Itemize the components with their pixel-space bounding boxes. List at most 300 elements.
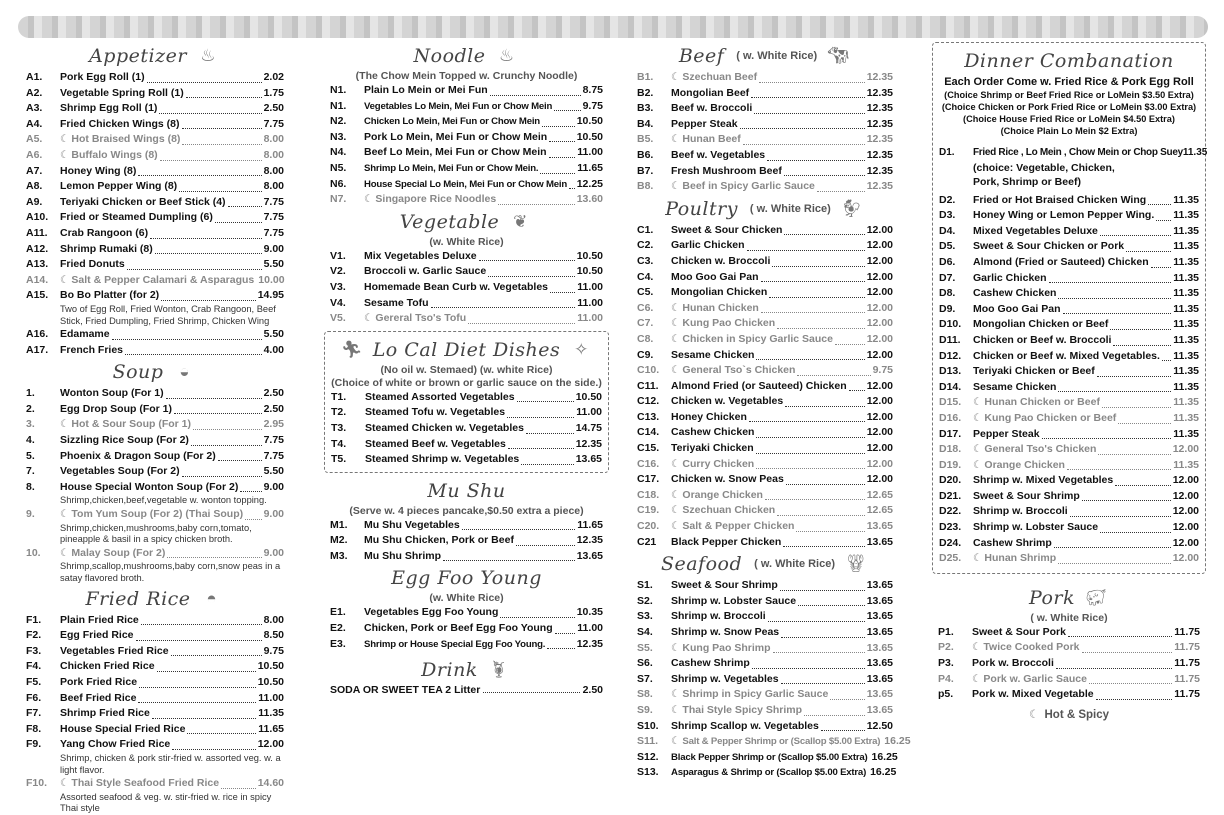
item-price: 11.35	[1173, 365, 1199, 378]
menu-item	[330, 145, 603, 161]
item-code: A9.	[26, 195, 43, 208]
pig-icon: 🐖︎	[1085, 587, 1107, 607]
item-code: C20.	[637, 520, 660, 533]
dot-leader	[187, 733, 256, 734]
item-name: Sesame Chicken	[973, 380, 1057, 393]
chili-pepper-icon: ☾	[60, 546, 70, 559]
item-price: 8.00	[263, 133, 284, 146]
item-price: 12.00	[866, 239, 893, 252]
item-name: Mongolian Beef	[671, 86, 750, 99]
menu-item	[26, 644, 284, 660]
item-name: Chicken Lo Mein, Mei Fun or Chow Mein	[364, 116, 540, 128]
item-code: p5.	[938, 688, 954, 701]
item-code: T5.	[331, 453, 347, 466]
item-price: 12.00	[866, 473, 893, 486]
menu-item	[26, 613, 284, 629]
item-code: S10.	[637, 719, 659, 732]
dot-leader	[166, 398, 262, 399]
item-code: B7.	[637, 164, 654, 177]
dot-leader	[773, 652, 865, 653]
dot-leader	[1102, 407, 1171, 408]
item-price: 11.35	[1173, 349, 1199, 362]
item-code: D18.	[939, 443, 962, 456]
item-name: Malay Soup (For 2)	[71, 546, 166, 559]
item-code: F4.	[26, 660, 42, 673]
item-code: F7.	[26, 707, 42, 720]
section-title: Lo Cal Diet Dishes	[372, 338, 561, 361]
item-name: Pork Lo Mein, Mei Fun or Chow Mein	[364, 130, 548, 143]
section-header-mushu	[330, 477, 603, 505]
menu-item	[26, 148, 284, 164]
item-code: D5.	[939, 240, 956, 253]
item-price: 11.00	[577, 296, 603, 309]
dot-leader	[777, 328, 865, 329]
menu-item	[939, 193, 1199, 209]
item-code: B5.	[637, 133, 654, 146]
item-code: S4.	[637, 626, 653, 638]
dot-leader	[1126, 251, 1171, 252]
dot-leader	[161, 300, 256, 301]
menu-item	[637, 285, 893, 301]
item-code: B3.	[637, 102, 654, 115]
item-name: Honey Wing (8)	[60, 164, 137, 177]
chili-pepper-icon: ☾	[671, 641, 681, 654]
item-name: Vegetables Lo Mein, Mei Fun or Chow Mein	[364, 100, 553, 112]
item-price: 2.50	[263, 387, 284, 400]
item-price: 11.35	[1173, 209, 1199, 222]
item-code: A10.	[26, 211, 49, 224]
item-code: S8.	[637, 688, 653, 701]
menu-item	[26, 546, 284, 562]
dot-leader	[756, 437, 864, 438]
item-code: A12.	[26, 242, 49, 255]
menu-item	[637, 609, 893, 625]
section-header-vegetable	[330, 208, 603, 236]
menu-item	[26, 132, 284, 148]
menu-item	[330, 533, 603, 549]
item-price: 11.35	[1173, 271, 1199, 284]
item-name: Shrimp Fried Rice	[60, 707, 150, 720]
dot-leader	[1118, 423, 1171, 424]
dot-leader	[780, 590, 865, 591]
item-price: 11.35	[1173, 427, 1199, 440]
item-price: 4.00	[263, 343, 284, 356]
item-code: 5.	[26, 449, 35, 462]
menu-item	[26, 737, 284, 753]
item-price: 11.00	[576, 406, 602, 419]
menu-item	[637, 519, 893, 535]
soup-bowl-icon: ◒	[179, 362, 190, 382]
item-name: Pepper Steak	[671, 117, 738, 130]
menu-item	[26, 480, 284, 496]
item-name: Phoenix & Dragon Soup (For 2)	[60, 449, 216, 462]
menu-item	[26, 402, 284, 418]
dot-leader	[754, 113, 864, 114]
item-name: Tom Yum Soup (For 2) (Thai Soup)	[71, 508, 244, 521]
item-price: 12.00	[866, 395, 893, 408]
item-name: Lemon Pepper Wing (8)	[60, 180, 178, 193]
item-price: 7.75	[263, 117, 284, 130]
item-code: 4.	[26, 434, 35, 447]
beef-list	[637, 70, 893, 195]
section-header-soup	[26, 358, 284, 386]
item-code: D1.	[939, 147, 955, 158]
dot-leader	[761, 281, 865, 282]
item-price: 5.50	[263, 258, 284, 271]
item-code: F2.	[26, 629, 42, 642]
item-price: 12.35	[866, 164, 893, 177]
item-note: (choice: Vegetable, Chicken, Pork, Shrimp or Beef)	[973, 161, 1115, 189]
dot-leader	[516, 545, 575, 546]
dot-leader	[488, 276, 575, 277]
item-code: C4.	[637, 270, 654, 283]
dot-leader	[796, 531, 864, 532]
item-name: Buffalo Wings (8)	[71, 148, 158, 161]
dot-leader	[752, 668, 865, 669]
item-price: 10.50	[576, 249, 603, 262]
item-code: M2.	[330, 534, 348, 547]
item-code: P4.	[938, 672, 954, 685]
item-code: F8.	[26, 722, 42, 735]
dot-leader	[1070, 516, 1171, 517]
item-price: 12.00	[866, 223, 893, 236]
dot-leader	[240, 491, 261, 492]
item-price: 9.00	[263, 480, 284, 493]
menu-item	[939, 551, 1199, 567]
section-subtitle: (No oil w. Stemaed) (w. white Rice)	[380, 363, 553, 376]
menu-item	[330, 161, 603, 177]
item-code: T1.	[331, 390, 347, 403]
item-price: 9.00	[263, 546, 284, 559]
item-code: D9.	[939, 302, 956, 315]
item-name: Fresh Mushroom Beef	[671, 164, 782, 177]
dot-leader	[781, 637, 865, 638]
item-price: 12.35	[866, 86, 893, 99]
item-price: 11.65	[258, 722, 284, 735]
item-code: A2.	[26, 86, 43, 99]
item-code: S1.	[637, 579, 653, 592]
menu-item	[637, 101, 893, 117]
dot-leader	[182, 128, 262, 129]
item-code: S5.	[637, 641, 653, 654]
menu-item	[26, 659, 284, 675]
menu-item	[938, 687, 1200, 703]
dot-leader	[155, 253, 262, 254]
section-header-noodle	[330, 42, 603, 70]
item-code: D3.	[939, 209, 956, 222]
dot-leader	[547, 648, 574, 649]
chicken-icon: 🐓︎	[841, 198, 863, 218]
item-price: 13.65	[866, 535, 893, 548]
item-price: 11.00	[577, 280, 603, 293]
item-name: Shrimp w. Lobster Sauce	[671, 594, 797, 607]
chili-pepper-icon: ☾	[671, 520, 681, 533]
dot-leader	[215, 222, 262, 223]
menu-item	[331, 437, 602, 453]
item-name: Beef w. Vegetables	[671, 148, 766, 161]
menu-item	[939, 255, 1199, 271]
item-code: A4.	[26, 117, 43, 130]
dot-leader	[756, 453, 865, 454]
dot-leader	[767, 160, 865, 161]
item-price: 13.65	[576, 549, 603, 562]
menu-item	[26, 449, 284, 465]
item-code: 1.	[26, 387, 35, 400]
dinner-line-2: (Choice Chicken or Pork Fried Rice or LoMein $3.00 Extra)	[941, 102, 1197, 112]
menu-item	[939, 364, 1199, 380]
egg-foo-young-list	[330, 605, 603, 652]
item-code: C3.	[637, 254, 654, 267]
item-code: D4.	[939, 224, 956, 237]
item-price: 11.35	[1173, 458, 1199, 471]
dot-leader	[221, 788, 256, 789]
noodle-list	[330, 83, 603, 208]
diet-box	[324, 331, 609, 473]
dot-leader	[517, 401, 574, 402]
item-name: Garlic Chicken	[671, 239, 745, 252]
menu-item	[637, 425, 893, 441]
item-code: A3.	[26, 102, 43, 115]
item-price: 12.00	[866, 270, 893, 283]
item-code: A17.	[26, 343, 49, 356]
menu-item	[26, 722, 284, 738]
item-name: Egg Drop Soup (For 1)	[60, 402, 172, 415]
item-name: Beef in Spicy Garlic Sauce	[682, 180, 815, 193]
item-price: 13.65	[866, 657, 893, 670]
item-name: Pork Egg Roll (1)	[60, 71, 145, 83]
item-name: Sweet & Sour Shrimp	[973, 489, 1080, 502]
poultry-list	[637, 223, 893, 550]
item-price: 7.75	[263, 434, 284, 447]
item-code: A5.	[26, 133, 43, 146]
item-name: Shrimp or House Special Egg Foo Young.	[364, 638, 546, 650]
item-price: 12.50	[866, 719, 893, 732]
section-header-poultry	[637, 195, 893, 223]
chili-pepper-icon: ☾	[671, 457, 681, 470]
section-title: Mu Shu	[427, 479, 506, 502]
item-code: C18.	[637, 488, 660, 501]
item-name: Asparagus & Shrimp or (Scallop $5.00 Extra)	[671, 767, 867, 779]
item-price: 16.25	[884, 735, 911, 748]
item-price: 9.75	[582, 99, 603, 112]
dot-leader	[756, 468, 865, 469]
section-title: Soup	[112, 361, 164, 384]
item-name: Fried Rice , Lo Mein , Chow Mein or Chop Suey	[973, 147, 1183, 158]
dot-leader	[138, 702, 256, 703]
item-code: S12.	[637, 750, 659, 763]
dot-leader	[443, 560, 575, 561]
dot-leader	[786, 484, 865, 485]
menu-item	[26, 195, 284, 211]
item-code: F5.	[26, 675, 42, 688]
food-platter-icon: ♨	[200, 46, 216, 65]
menu-item	[330, 311, 603, 327]
item-name: Almond Fried (or Sauteed) Chicken	[671, 379, 847, 392]
item-name: Crab Rangoon (6)	[60, 226, 149, 239]
item-name: Teriyaki Chicken	[671, 442, 754, 455]
menu-item	[939, 317, 1199, 333]
item-name: House Special Wonton Soup (For 2)	[60, 480, 239, 493]
item-code: M3.	[330, 549, 348, 562]
section-subtitle: (w. White Rice)	[429, 235, 504, 248]
item-name: Chicken in Spicy Garlic Sauce	[682, 332, 833, 345]
chili-pepper-icon: ☾	[671, 688, 681, 701]
dot-leader	[554, 110, 580, 111]
chili-pepper-icon: ☾	[1028, 708, 1040, 721]
chili-pepper-icon: ☾	[60, 133, 70, 146]
dot-leader	[1162, 360, 1171, 361]
item-price: 11.35	[1173, 333, 1199, 346]
item-price: 11.35	[1173, 318, 1199, 331]
menu-item	[330, 99, 603, 115]
menu-item	[939, 333, 1199, 349]
dot-leader	[125, 354, 262, 355]
item-code: D8.	[939, 287, 956, 300]
item-name: Salt & Pepper Calamari & Asparagus	[71, 273, 255, 286]
menu-item	[939, 224, 1199, 240]
item-price: 10.50	[575, 390, 602, 403]
dot-leader	[468, 323, 575, 324]
item-code: C7.	[637, 317, 654, 330]
menu-item	[637, 672, 893, 688]
dinner-header: Each Order Come w. Fried Rice & Pork Egg Roll	[944, 76, 1194, 88]
item-price: 12.00	[1172, 552, 1199, 565]
item-price: 8.00	[263, 148, 284, 161]
menu-item	[939, 302, 1199, 318]
item-price: 16.25	[870, 766, 897, 779]
item-code: S9.	[637, 703, 653, 716]
item-code: E1.	[330, 606, 346, 619]
item-price: 12.35	[576, 534, 603, 547]
item-price: 12.35	[866, 180, 893, 193]
menu-item	[26, 101, 284, 117]
item-name: French Fries	[60, 343, 124, 356]
menu-item	[26, 507, 284, 523]
dot-leader	[1148, 204, 1171, 205]
item-code: S2.	[637, 594, 653, 607]
item-price: 11.00	[577, 622, 603, 635]
dinner-line-3: (Choice House Fried Rice or LoMein $4.50 Extra)	[963, 114, 1175, 124]
item-price: 13.65	[866, 672, 893, 685]
dot-leader	[1110, 329, 1171, 330]
item-price: 12.00	[257, 738, 284, 751]
item-price: 11.75	[1174, 688, 1200, 701]
dot-leader	[765, 499, 865, 500]
item-note: Shrimp, chicken & pork stir-fried w. assorted veg. w. a light flavor.	[60, 752, 281, 775]
menu-item	[26, 706, 284, 722]
menu-item	[637, 750, 898, 766]
chili-pepper-icon: ☾	[973, 458, 983, 471]
dot-leader	[749, 421, 865, 422]
dot-leader	[1096, 699, 1173, 700]
dot-leader	[769, 297, 864, 298]
item-price: 2.50	[263, 102, 284, 115]
dot-leader	[245, 519, 261, 520]
dot-leader	[160, 160, 262, 161]
item-code: 2.	[26, 402, 35, 415]
menu-item	[939, 520, 1199, 536]
dot-leader	[157, 671, 256, 672]
seafood-list	[637, 578, 911, 781]
menu-item	[26, 386, 284, 402]
menu-item	[26, 70, 284, 86]
menu-item	[330, 296, 603, 312]
dot-leader	[784, 175, 865, 176]
item-code: B8.	[637, 180, 654, 193]
dot-leader	[784, 234, 864, 235]
chili-pepper-icon: ☾	[60, 777, 70, 790]
dot-leader	[849, 390, 865, 391]
menu-item	[330, 621, 603, 637]
menu-item	[330, 249, 603, 265]
item-price: 7.75	[263, 449, 284, 462]
item-price: 10.50	[257, 675, 284, 688]
item-code: V5.	[330, 312, 346, 325]
section-header-appetizer	[26, 42, 284, 70]
dot-leader	[777, 515, 865, 516]
menu-item	[637, 503, 893, 519]
item-name: Sesame Tofu	[364, 296, 429, 309]
item-price: 11.75	[1174, 641, 1200, 654]
menu-item	[637, 594, 893, 610]
dot-leader	[431, 307, 576, 308]
item-price: 11.75	[1174, 672, 1200, 685]
item-name: Shrimp Lo Mein, Mei Fun or Chow Mein.	[364, 162, 539, 174]
item-code: C12.	[637, 395, 660, 408]
menu-item-d1	[939, 145, 1208, 161]
diet-list	[331, 390, 602, 468]
item-code: D10.	[939, 318, 962, 331]
chili-pepper-icon: ☾	[364, 312, 374, 325]
dot-leader	[542, 126, 575, 127]
chili-pepper-icon: ☾	[973, 443, 983, 456]
item-price: 12.00	[866, 286, 893, 299]
column-4	[938, 42, 1208, 721]
dot-leader	[127, 269, 262, 270]
section-header-drink	[330, 656, 603, 684]
item-name: Shrimp w. Snow Peas	[671, 626, 780, 638]
section-header-pork	[938, 584, 1200, 612]
item-name: Shrimp Egg Roll (1)	[60, 102, 158, 115]
chili-pepper-icon: ☾	[60, 508, 70, 521]
item-name: Chicken or Beef w. Mixed Vegetables.	[973, 349, 1160, 362]
item-name: Shrimp w. Broccoli	[973, 505, 1068, 518]
item-name: Chicken w. Vegetables	[671, 395, 784, 408]
dot-leader	[1115, 485, 1170, 486]
menu-item	[637, 179, 893, 195]
dot-leader	[747, 250, 865, 251]
item-name: Sizzling Rice Soup (For 2)	[60, 434, 189, 447]
menu-item	[637, 578, 893, 594]
dot-leader	[490, 95, 581, 96]
item-price: 11.00	[577, 146, 603, 159]
item-price: 14.75	[575, 421, 602, 434]
item-code: B6.	[637, 148, 654, 161]
item-price: 12.35	[576, 637, 603, 650]
menu-item	[637, 410, 893, 426]
section-subtitle: ( w. White Rice)	[1030, 611, 1108, 624]
item-price: 12.00	[1172, 474, 1199, 487]
item-code: C19.	[637, 504, 660, 517]
item-price: 12.00	[1172, 443, 1199, 456]
menu-item	[939, 536, 1199, 552]
item-name: Homemade Bean Curb w. Vegetables	[364, 280, 549, 293]
menu-item	[637, 223, 893, 239]
menu-item	[637, 86, 893, 102]
item-name: Cashew Chicken	[671, 426, 755, 439]
item-code: D15.	[939, 396, 962, 409]
item-price: 13.65	[866, 703, 893, 716]
